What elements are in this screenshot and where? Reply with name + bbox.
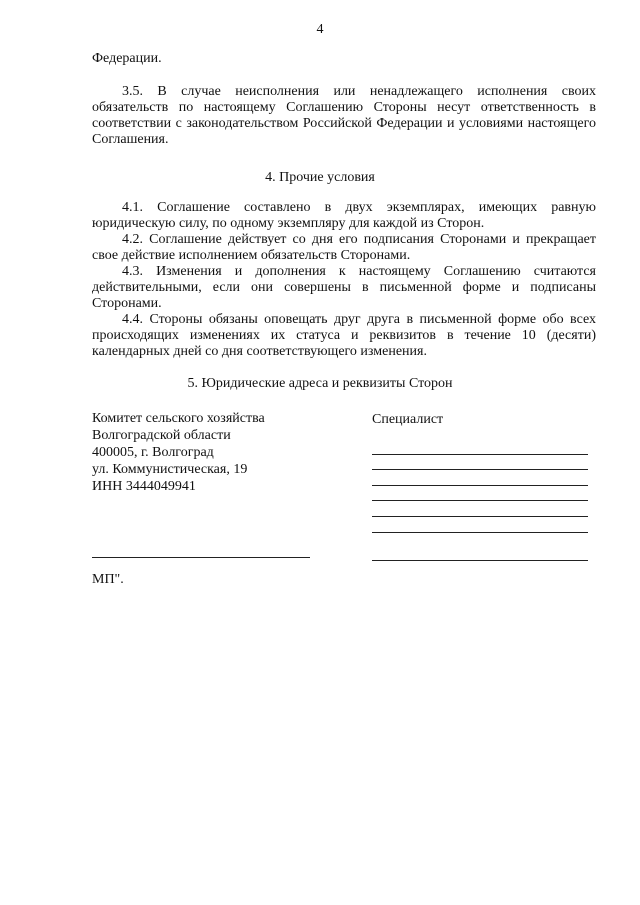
paragraph-4-1: 4.1. Соглашение составлено в двух экземплярах, имеющих равную юридическую силу, по одному экземпляру для каждой из Сторон.	[92, 200, 596, 231]
left-party-name-line1: Комитет сельского хозяйства	[92, 411, 265, 426]
section-heading-4: 4. Прочие условия	[265, 170, 375, 185]
section-heading-5: 5. Юридические адреса и реквизиты Сторон	[187, 376, 453, 391]
left-party-name-line2: Волгоградской области	[92, 428, 231, 443]
right-blank-line-1	[372, 454, 588, 455]
left-party-inn: ИНН 3444049941	[92, 479, 196, 494]
right-blank-line-2	[372, 469, 588, 470]
right-signature-line	[372, 560, 588, 561]
left-party-details	[92, 410, 265, 495]
left-signature-line	[92, 557, 310, 558]
page-number: 4	[316, 22, 324, 37]
left-party-postal: 400005, г. Волгоград	[92, 445, 214, 460]
paragraph-4-4: 4.4. Стороны обязаны оповещать друг друга в письменной форме обо всех происходящих изменениях их статуса и реквизитов в течение 10 (десяти) календарных дней со дня соответствующего изменения.	[92, 312, 596, 359]
paragraph-4-3: 4.3. Изменения и дополнения к настоящему Соглашению считаются действительными, если они совершены в письменной форме и подписаны Сторонами.	[92, 264, 596, 311]
right-blank-line-3	[372, 485, 588, 486]
right-blank-line-5	[372, 516, 588, 517]
left-party-street: ул. Коммунистическая, 19	[92, 462, 248, 477]
paragraph-4-2: 4.2. Соглашение действует со дня его подписания Сторонами и прекращает свое действие исполнением обязательств Сторонами.	[92, 232, 596, 263]
paragraph-3-5: 3.5. В случае неисполнения или ненадлежащего исполнения своих обязательств по настоящему Соглашению Стороны несут ответственность в соответствии с законодательством Российской Федерации и условиями настоящего Соглашения.	[92, 84, 596, 147]
paragraph-federation-end: Федерации.	[92, 51, 162, 66]
right-party-label: Специалист	[372, 412, 444, 427]
stamp-placeholder: МП".	[92, 572, 124, 587]
right-blank-line-4	[372, 500, 588, 501]
right-blank-line-6	[372, 532, 588, 533]
